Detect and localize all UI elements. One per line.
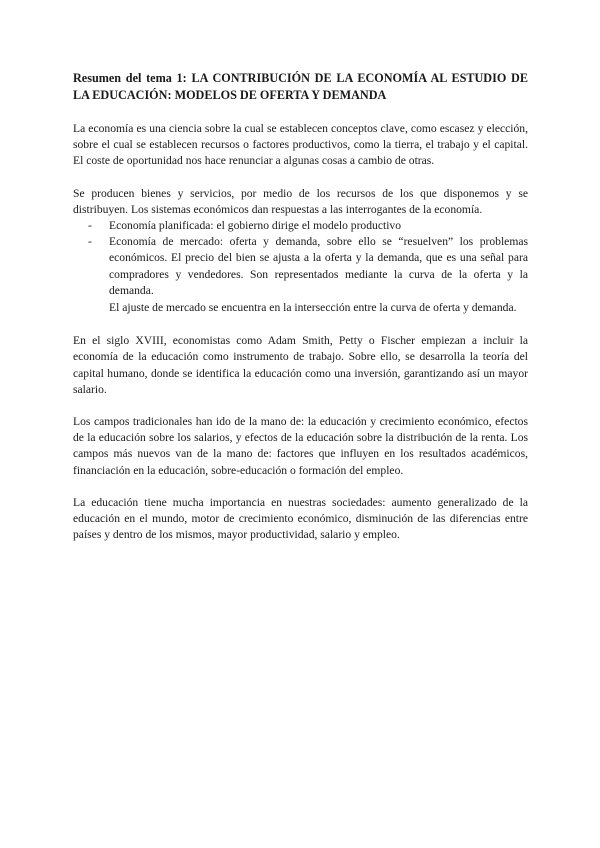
list-item-continuation: El ajuste de mercado se encuentra en la intersección entre la curva de oferta y demanda. xyxy=(109,301,517,315)
paragraph-research-fields: Los campos tradicionales han ido de la mano de: la educación y crecimiento económico, efectos de la educación sobre los salarios, y efectos de la educación sobre la distribución de la renta. Los campos más nuevos van de la mano de: factores que influyen en los resultados académicos, financiación en la educación, sobre-educación o formación del empleo. xyxy=(73,415,528,477)
paragraph-importance: La educación tiene mucha importancia en nuestras sociedades: aumento generalizado de la educación en el mundo, motor de crecimiento económico, disminución de las diferencias entre países y dentro de los mismos, mayor productividad, salario y empleo. xyxy=(73,495,528,542)
list-marker: - xyxy=(88,219,92,233)
document-page xyxy=(73,70,528,559)
list-item xyxy=(73,234,528,316)
document-title: Resumen del tema 1: LA CONTRIBUCIÓN DE LA ECONOMÍA AL ESTUDIO DE LA EDUCACIÓN: MODELOS DE OFERTA Y DEMANDA xyxy=(73,71,528,102)
list-item-text: Economía planificada: el gobierno dirige el modelo productivo xyxy=(109,219,402,233)
list-marker: - xyxy=(88,235,92,249)
economic-systems-list xyxy=(73,218,528,316)
paragraph-economics-intro: La economía es una ciencia sobre la cual se establecen conceptos clave, como escasez y elección, sobre el cual se establecen recursos o factores productivos, como la tierra, el trabajo y el capital. El coste de oportunidad nos hace renunciar a algunas cosas a cambio de otras. xyxy=(73,122,528,168)
paragraph-economic-systems: Se producen bienes y servicios, por medio de los recursos de los que disponemos y se distribuyen. Los sistemas económicos dan respuestas a las interrogantes de la economía. xyxy=(73,186,528,216)
list-item-text: Economía de mercado: oferta y demanda, sobre ello se “resuelven” los problemas económicos. El precio del bien se ajusta a la oferta y la demanda, que es una señal para compradores y vendedores. Son representados mediante la curva de la oferta y la demanda. xyxy=(109,235,528,297)
paragraph-human-capital: En el siglo XVIII, economistas como Adam Smith, Petty o Fischer empiezan a incluir la economía de la educación como instrumento de trabajo. Sobre ello, se desarrolla la teoría del capital humano, donde se identifica la educación como una inversión, garantizando así un mayor salario. xyxy=(73,334,528,396)
list-item xyxy=(73,218,528,234)
